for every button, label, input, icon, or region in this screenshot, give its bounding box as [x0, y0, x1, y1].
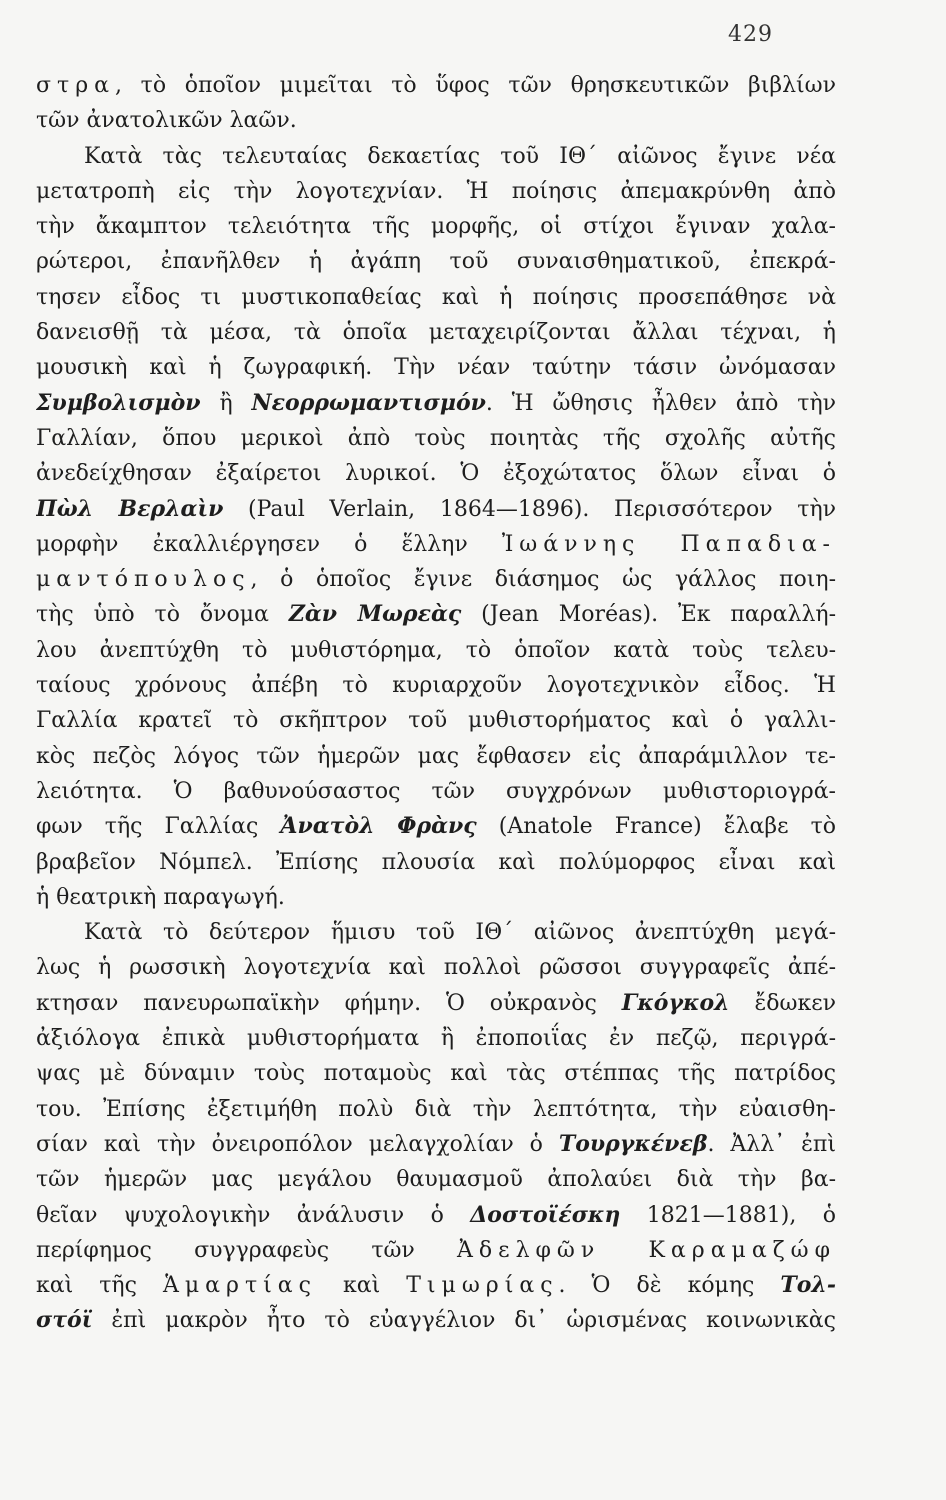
text-line — [36, 880, 836, 915]
text-line — [36, 739, 836, 774]
text-segment: , τὸ ὁποῖον μιμεῖται τὸ ὕφος τῶν θρησκευτικῶν βιβλίων — [114, 73, 836, 98]
text-segment: (Paul Verlain, 1864—1896). Περισσότερον τὴν — [223, 496, 836, 522]
text-line — [36, 562, 836, 597]
text-segment: . Ἡ ὤθησις ἦλθεν ἀπὸ τὴν — [485, 390, 836, 416]
text-segment: περίφημος συγγραφεὺς τῶν — [36, 1237, 458, 1263]
spaced-text: Ἀδελφῶν Καραμαζώφ — [457, 1237, 836, 1263]
text-segment: κὸς πεζὸς λόγος τῶν ἡμερῶν μας ἔφθασεν εἰς ἀπαράμιλλον τε- — [36, 743, 836, 769]
text-segment: Γαλλίαν, ὅπου μερικοὶ ἀπὸ τοὺς ποιητὰς τῆς σχολῆς αὐτῆς — [36, 425, 836, 451]
text-segment: ψας μὲ δύναμιν τοὺς ποταμοὺς καὶ τὰς στέππας τῆς πατρίδος — [36, 1061, 836, 1087]
text-segment: ταίους χρόνους ἀπέβη τὸ κυριαρχοῦν λογοτεχνικὸν εἶδος. Ἡ — [36, 673, 836, 699]
bold-name: Νεορρωμαντισμόν — [251, 389, 486, 416]
bold-name: Συμβολισμὸν — [36, 389, 201, 416]
text-segment: τῶν ἡμερῶν μας μεγάλου θαυμασμοῦ ἀπολαύει διὰ τὴν βα- — [36, 1167, 836, 1193]
spaced-text: Ἰωάννης Παπαδια- — [501, 531, 836, 557]
text-line — [36, 527, 836, 562]
spaced-text: Τιμωρίας — [406, 1273, 559, 1299]
text-line — [36, 174, 836, 209]
text-segment: , ὁ ὁποῖος ἔγινε διάσημος ὡς γάλλος ποιη- — [250, 567, 836, 593]
text-segment: δανεισθῇ τὰ μέσα, τὰ ὁποῖα μεταχειρίζονται ἄλλαι τέχναι, ἡ — [36, 320, 836, 346]
text-line — [36, 103, 836, 138]
text-segment: μετατροπὴ εἰς τὴν λογοτεχνίαν. Ἡ ποίησις ἀπεμακρύνθη ἀπὸ — [36, 178, 836, 204]
text-line — [36, 1056, 836, 1091]
text-line — [36, 1127, 836, 1162]
text-line — [36, 244, 836, 279]
text-segment: ἀξιόλογα ἐπικὰ μυθιστορήματα ἢ ἐποποιΐας ἐν πεζῷ, περιγρά- — [36, 1026, 836, 1052]
text-segment: καὶ τῆς — [36, 1273, 163, 1299]
text-segment: θεῖαν ψυχολογικὴν ἀνάλυσιν ὁ — [36, 1202, 471, 1228]
text-segment: (Jean Moréas). Ἐκ παραλλή- — [461, 602, 836, 628]
text-segment: λως ἡ ρωσσικὴ λογοτεχνία καὶ πολλοὶ ρῶσσοι συγγραφεῖς ἀπέ- — [36, 955, 836, 981]
bold-name: στόϊ — [36, 1307, 93, 1334]
text-segment: μουσικὴ καὶ ἡ ζωγραφική. Τὴν νέαν ταύτην τάσιν ὠνόμασαν — [36, 355, 836, 381]
text-segment: βραβεῖον Νόμπελ. Ἐπίσης πλουσία καὶ πολύμορφος εἶναι καὶ — [36, 849, 836, 875]
text-segment: τῶν ἀνατολικῶν λαῶν. — [36, 108, 297, 134]
text-line — [36, 1092, 836, 1127]
text-line — [36, 456, 836, 491]
text-line — [36, 597, 836, 632]
text-line — [36, 350, 836, 385]
text-segment: ἢ — [200, 390, 252, 416]
text-segment: ρώτεροι, ἐπανῆλθεν ἡ ἀγάπη τοῦ συναισθηματικοῦ, ἐπεκρά- — [36, 249, 836, 275]
text-line — [36, 915, 836, 950]
text-body — [36, 68, 836, 1339]
text-line — [36, 315, 836, 350]
text-line — [36, 1198, 836, 1233]
text-segment: . Ὁ δὲ κόμης — [558, 1273, 781, 1299]
text-line — [36, 209, 836, 244]
text-segment: Κατὰ τὸ δεύτερον ἥμισυ τοῦ ΙΘ΄ αἰῶνος ἀνεπτύχθη μεγά- — [84, 920, 836, 946]
text-line — [36, 1162, 836, 1197]
text-line — [36, 986, 836, 1021]
spaced-text: μαντόπουλος — [36, 567, 251, 593]
bold-name: Γκόγκολ — [621, 989, 730, 1016]
bold-name: Ζὰν Μωρεὰς — [288, 601, 462, 628]
text-segment: ἔδωκεν — [729, 990, 836, 1016]
text-segment: ἡ θεατρικὴ παραγωγή. — [36, 884, 285, 910]
bold-name: Δοστοϊέσκη — [470, 1201, 621, 1228]
text-line — [36, 774, 836, 809]
bold-name: Τουργκένεβ — [558, 1130, 708, 1157]
text-segment: τησεν εἶδος τι μυστικοπαθείας καὶ ἡ ποίησις προσεπάθησε νὰ — [36, 284, 836, 310]
text-line — [36, 421, 836, 456]
text-segment: (Anatole France) ἔλαβε τὸ — [476, 814, 836, 840]
text-segment: Κατὰ τὰς τελευταίας δεκαετίας τοῦ ΙΘ΄ αἰῶνος ἔγινε νέα — [84, 143, 836, 169]
text-line — [36, 633, 836, 668]
text-line — [36, 280, 836, 315]
text-segment: ἀνεδείχθησαν ἐξαίρετοι λυρικοί. Ὁ ἐξοχώτατος ὅλων εἶναι ὁ — [36, 461, 836, 487]
text-segment: λου ἀνεπτύχθη τὸ μυθιστόρημα, τὸ ὁποῖον κατὰ τοὺς τελευ- — [36, 637, 836, 663]
text-segment: . Ἀλλ᾽ ἐπὶ — [707, 1131, 836, 1157]
bold-name: Ἀνατὸλ Φρὰνς — [280, 813, 477, 840]
bold-name: Πὼλ Βερλαὶν — [36, 495, 224, 522]
text-segment: τὴν ἄκαμπτον τελειότητα τῆς μορφῆς, οἱ στίχοι ἔγιναν χαλα- — [36, 214, 836, 240]
spaced-text: Ἁμαρτίας — [162, 1273, 317, 1299]
bold-name: Τολ- — [780, 1272, 836, 1299]
text-segment: Γαλλία κρατεῖ τὸ σκῆπτρον τοῦ μυθιστορήματος καὶ ὁ γαλλι- — [36, 708, 836, 734]
text-line — [36, 1233, 836, 1268]
text-line — [36, 492, 836, 527]
page-number: 429 — [728, 22, 773, 47]
text-line — [36, 1021, 836, 1056]
text-line — [36, 1268, 836, 1303]
text-segment: του. Ἐπίσης ἐξετιμήθη πολὺ διὰ τὴν λεπτότητα, τὴν εὐαισθη- — [36, 1096, 836, 1122]
text-segment: καὶ — [316, 1273, 407, 1299]
text-segment: ἐπὶ μακρὸν ἦτο τὸ εὐαγγέλιον δι᾽ ὡρισμένας κοινωνικὰς — [92, 1308, 836, 1334]
text-segment: λειότητα. Ὁ βαθυνούσαστος τῶν συγχρόνων μυθιστοριογρά- — [36, 778, 836, 804]
text-line — [36, 950, 836, 985]
text-line — [36, 845, 836, 880]
text-segment: τὴς ὑπὸ τὸ ὄνομα — [36, 602, 289, 628]
text-line — [36, 809, 836, 844]
text-line — [36, 139, 836, 174]
text-line — [36, 668, 836, 703]
text-line — [36, 1303, 836, 1338]
text-segment: σίαν καὶ τὴν ὀνειροπόλον μελαγχολίαν ὁ — [36, 1131, 559, 1157]
text-segment: 1821—1881), ὁ — [620, 1202, 836, 1228]
text-segment: μορφὴν ἐκαλλιέργησεν ὁ ἕλλην — [36, 531, 502, 557]
text-segment: κτησαν πανευρωπαϊκὴν φήμην. Ὁ οὐκρανὸς — [36, 990, 622, 1016]
text-line — [36, 386, 836, 421]
spaced-text: στρα — [36, 73, 115, 98]
text-segment: φων τῆς Γαλλίας — [36, 814, 281, 840]
text-line — [36, 703, 836, 738]
text-line — [36, 68, 836, 103]
